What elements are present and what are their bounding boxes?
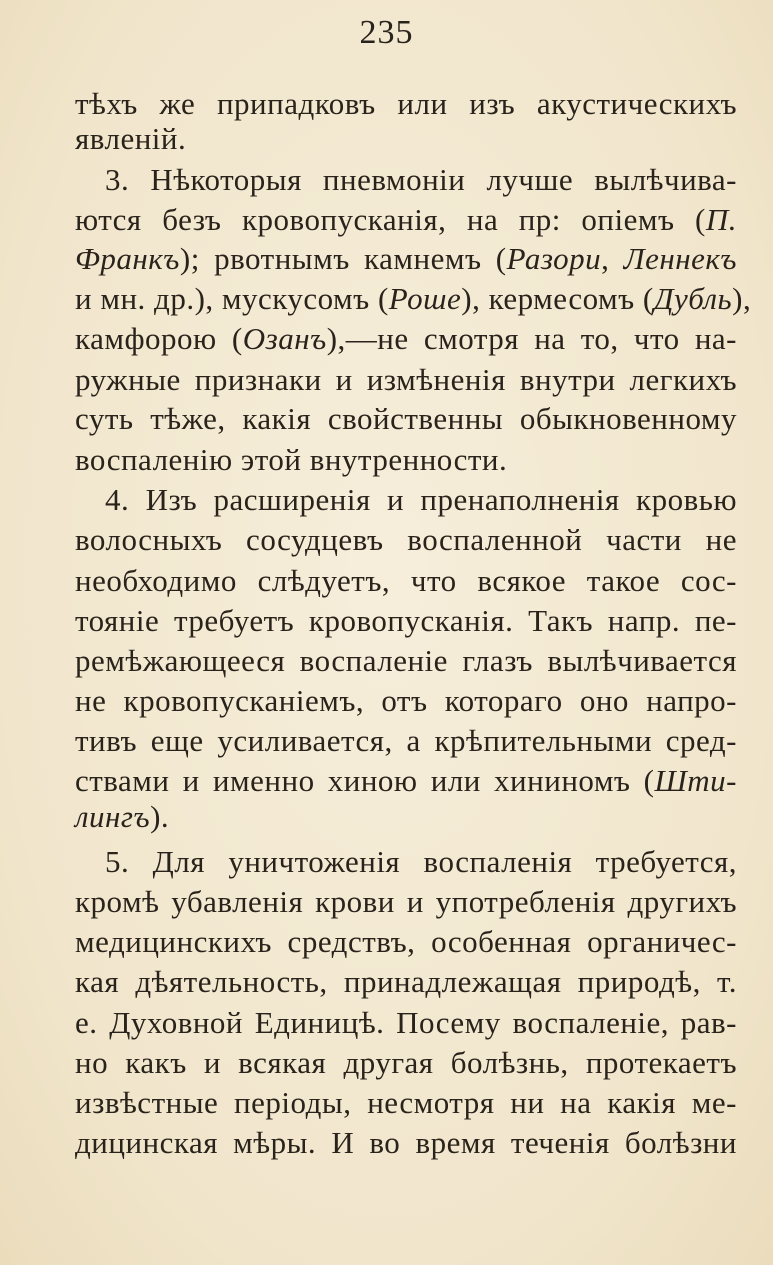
italic-name: Франкъ bbox=[75, 241, 180, 276]
text-segment: явленій. bbox=[75, 121, 187, 156]
text-segment: кромѣ убавленія крови и употребленія другихъ bbox=[75, 884, 737, 919]
text-segment: суть тѣже, какія свойственны обыкновенному bbox=[75, 401, 737, 436]
text-segment: 4. Изъ расширенія и пренаполненія кровью bbox=[105, 482, 737, 517]
italic-name: П. bbox=[705, 202, 737, 237]
text-segment: , bbox=[601, 241, 624, 276]
text-segment: но какъ и всякая другая болѣзнь, протекаетъ bbox=[75, 1045, 737, 1080]
text-line bbox=[75, 601, 737, 641]
text-line bbox=[75, 681, 737, 721]
text-line bbox=[75, 84, 737, 124]
text-line bbox=[75, 1083, 737, 1123]
text-segment: ются безъ кровопусканія, на пр: опіемъ ( bbox=[75, 202, 706, 237]
text-line bbox=[75, 319, 737, 359]
italic-name: Озанъ bbox=[242, 321, 327, 356]
text-segment: ружные признаки и измѣненія внутри легкихъ bbox=[75, 362, 737, 397]
text-segment: медицинскихъ средствъ, особенная органичес- bbox=[75, 924, 737, 959]
text-line bbox=[75, 200, 737, 240]
text-line bbox=[75, 360, 737, 400]
italic-name: Дубль bbox=[653, 281, 733, 316]
text-segment: дицинская мѣры. И во время теченія болѣзни bbox=[75, 1125, 737, 1160]
text-line bbox=[75, 440, 737, 480]
text-segment: тояніе требуетъ кровопусканія. Такъ напр. пе- bbox=[75, 603, 737, 638]
italic-name: Леннекъ bbox=[623, 241, 738, 276]
text-line bbox=[75, 399, 737, 439]
text-segment: е. Духовной Единицѣ. Посему воспаленіе, рав- bbox=[75, 1005, 737, 1040]
text-line bbox=[75, 721, 737, 761]
italic-name: Разори bbox=[506, 241, 602, 276]
text-segment: волосныхъ сосудцевъ воспаленной части не bbox=[75, 522, 737, 557]
text-segment: камфорою ( bbox=[75, 321, 243, 356]
text-line bbox=[75, 1003, 737, 1043]
text-segment: и мн. др.), мускусомъ ( bbox=[75, 281, 389, 316]
text-segment: 5. Для уничтоженія воспаленія требуется, bbox=[105, 844, 737, 879]
text-line bbox=[75, 561, 737, 601]
text-segment: тивъ еще усиливается, а крѣпительными сред- bbox=[75, 723, 737, 758]
text-line bbox=[75, 1123, 737, 1163]
text-line bbox=[75, 1043, 737, 1083]
text-line bbox=[75, 641, 737, 681]
text-segment: ремѣжающееся воспаленіе глазъ вылѣчивается bbox=[75, 643, 737, 678]
italic-name: лингъ bbox=[75, 799, 151, 834]
text-segment: ),—не смотря на то, что на- bbox=[326, 321, 738, 356]
paragraph-4-start bbox=[75, 480, 737, 520]
text-segment: ствами и именно хиною или хининомъ ( bbox=[75, 763, 655, 798]
text-line bbox=[75, 279, 752, 319]
text-line bbox=[75, 962, 737, 1002]
text-segment: необходимо слѣдуетъ, что всякое такое сос- bbox=[75, 563, 737, 598]
paragraph-3-start bbox=[75, 160, 737, 200]
text-line bbox=[75, 239, 737, 279]
text-segment: ), bbox=[732, 281, 752, 316]
text-segment: тѣхъ же припадковъ или изъ акустическихъ bbox=[75, 86, 737, 121]
text-line bbox=[75, 119, 737, 159]
text-segment: воспаленію этой внутренности. bbox=[75, 442, 508, 477]
text-segment: ); рвотнымъ камнемъ ( bbox=[179, 241, 507, 276]
text-segment: ), кермесомъ ( bbox=[461, 281, 654, 316]
text-line bbox=[75, 761, 737, 801]
text-line bbox=[75, 922, 737, 962]
page-number: 235 bbox=[359, 14, 414, 51]
text-line bbox=[75, 520, 737, 560]
text-segment: извѣстные періоды, несмотря ни на какія ме- bbox=[75, 1085, 737, 1120]
text-segment: ). bbox=[150, 799, 170, 834]
text-segment: кая дѣятельность, принадлежащая природѣ, т. bbox=[75, 964, 737, 999]
italic-name: Шти- bbox=[654, 763, 737, 798]
text-segment: 3. Нѣкоторыя пневмоніи лучше вылѣчива- bbox=[105, 162, 737, 197]
text-segment: не кровопусканіемъ, отъ котораго оно напро- bbox=[75, 683, 737, 718]
paragraph-5-start bbox=[75, 842, 737, 882]
text-line bbox=[75, 882, 737, 922]
italic-name: Роше bbox=[388, 281, 462, 316]
text-line bbox=[75, 797, 737, 837]
